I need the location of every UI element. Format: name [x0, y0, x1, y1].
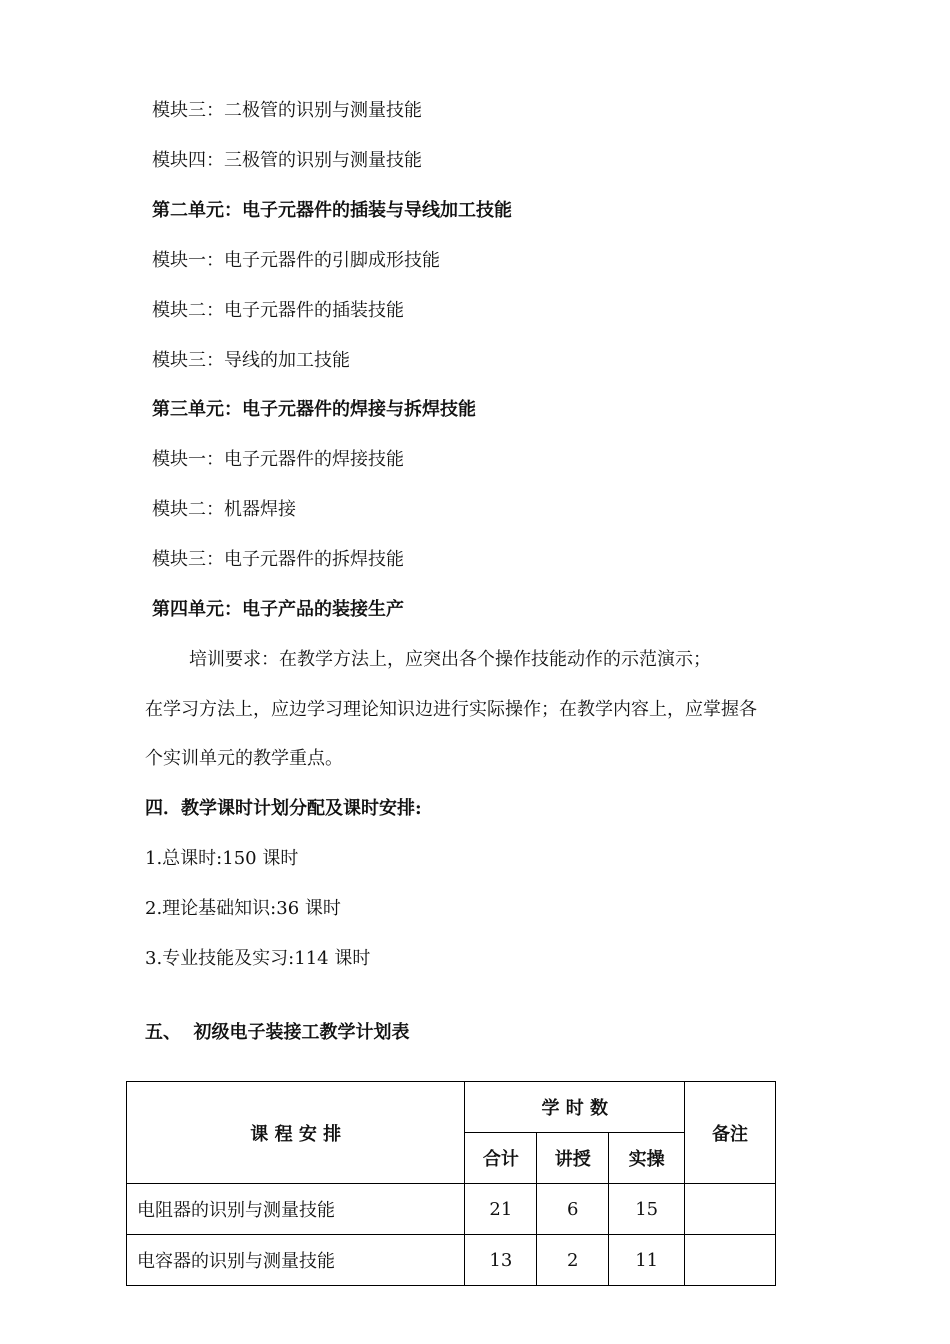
total-header: 合计: [465, 1133, 537, 1184]
training-requirement-line: 在学习方法上，应边学习理论知识边进行实际操作；在教学内容上，应掌握各: [145, 699, 757, 720]
practice-cell: 11: [609, 1235, 685, 1286]
note-cell: [685, 1235, 776, 1286]
note-cell: [685, 1184, 776, 1235]
table-row: [127, 1235, 776, 1286]
course-cell: 电阻器的识别与测量技能: [127, 1184, 465, 1235]
module-line: 模块四：三极管的识别与测量技能: [152, 150, 422, 171]
module-line: 模块二：电子元器件的插装技能: [152, 300, 404, 321]
module-line: 模块一：电子元器件的焊接技能: [152, 449, 404, 470]
module-line: 模块二：机器焊接: [152, 499, 296, 520]
section4-item: 2.理论基础知识:36 课时: [145, 898, 341, 919]
table-row: [127, 1184, 776, 1235]
section4-title: 四．教学课时计划分配及课时安排:: [145, 798, 422, 819]
section4-item: 1.总课时:150 课时: [145, 848, 299, 869]
module-line: 模块三：导线的加工技能: [152, 350, 350, 371]
practice-cell: 15: [609, 1184, 685, 1235]
table-header-row: [127, 1082, 776, 1133]
total-cell: 21: [465, 1184, 537, 1235]
total-cell: 13: [465, 1235, 537, 1286]
unit-heading: 第四单元：电子产品的装接生产: [152, 599, 404, 620]
training-requirement-line: 个实训单元的教学重点。: [145, 748, 343, 769]
module-line: 模块一：电子元器件的引脚成形技能: [152, 250, 440, 271]
lecture-cell: 6: [537, 1184, 609, 1235]
course-cell: 电容器的识别与测量技能: [127, 1235, 465, 1286]
unit-heading: 第二单元：电子元器件的插装与导线加工技能: [152, 200, 512, 221]
practice-header: 实操: [609, 1133, 685, 1184]
note-header: 备注: [685, 1082, 776, 1184]
unit-heading: 第三单元：电子元器件的焊接与拆焊技能: [152, 399, 476, 420]
module-line: 模块三：电子元器件的拆焊技能: [152, 549, 404, 570]
hours-header: 学 时 数: [465, 1082, 685, 1133]
teaching-plan-table: [126, 1081, 776, 1286]
section5-title: 五、 初级电子装接工教学计划表: [145, 1022, 410, 1043]
course-header: 课 程 安 排: [127, 1082, 465, 1184]
section4-item: 3.专业技能及实习:114 课时: [145, 948, 371, 969]
lecture-header: 讲授: [537, 1133, 609, 1184]
lecture-cell: 2: [537, 1235, 609, 1286]
module-line: 模块三：二极管的识别与测量技能: [152, 100, 422, 121]
training-requirement-line: 培训要求：在教学方法上，应突出各个操作技能动作的示范演示；: [189, 649, 711, 670]
